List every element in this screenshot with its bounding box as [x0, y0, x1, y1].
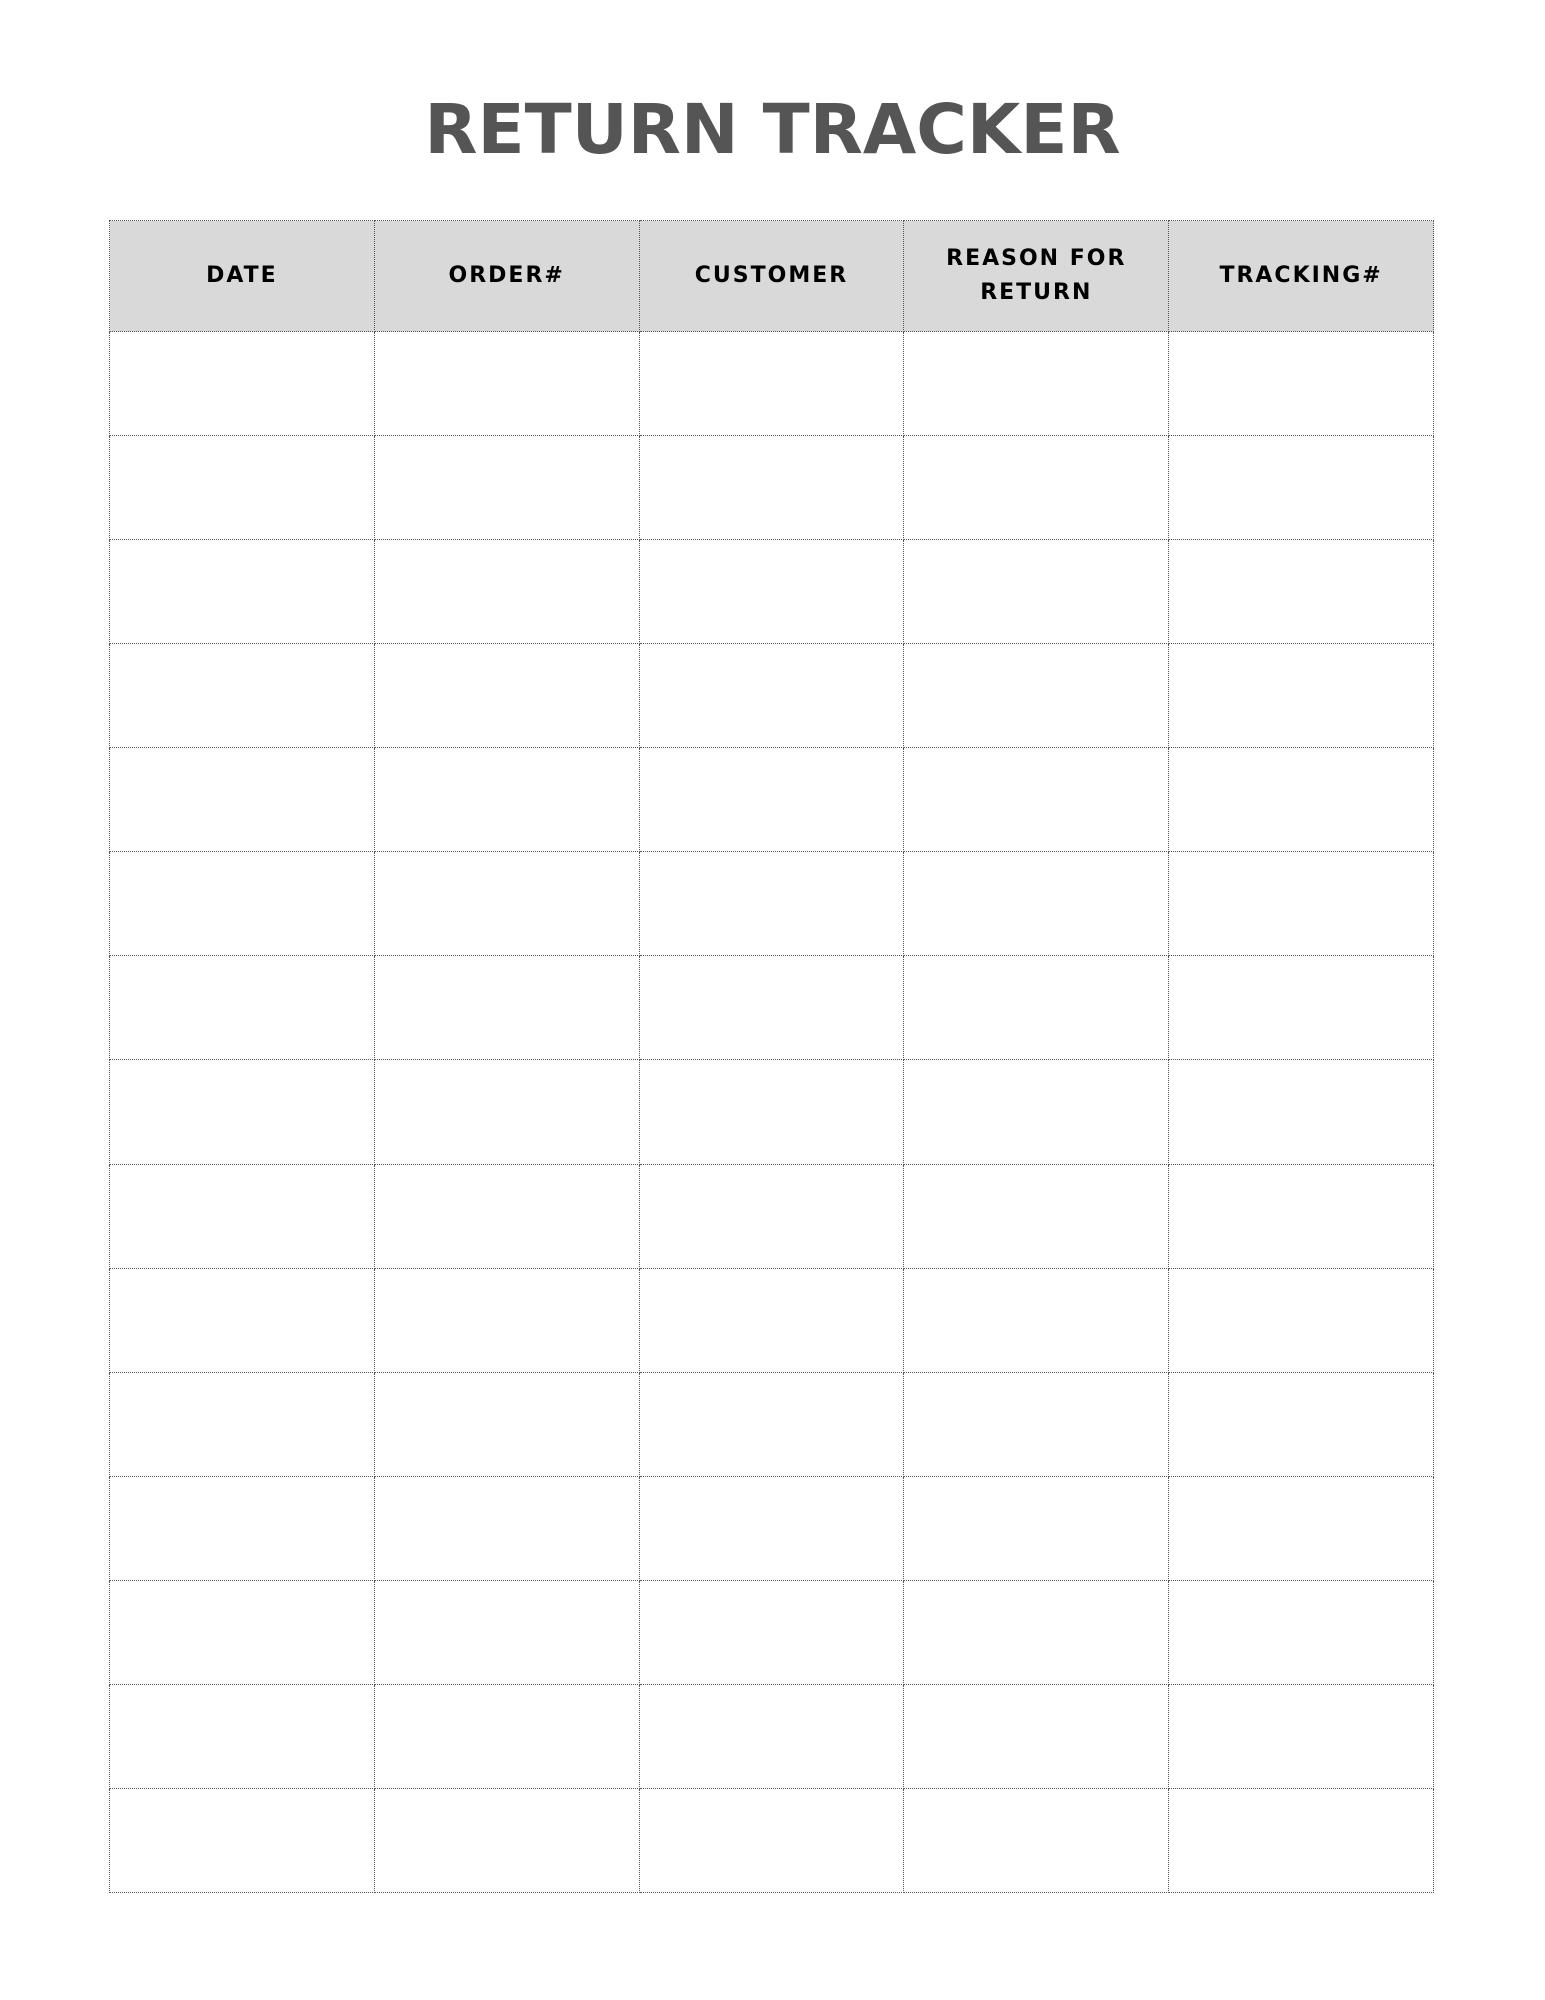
cell-order-number[interactable]	[374, 956, 639, 1060]
cell-date[interactable]	[110, 1060, 375, 1164]
cell-date[interactable]	[110, 644, 375, 748]
cell-tracking-number[interactable]	[1169, 1060, 1434, 1164]
table-row	[110, 956, 1434, 1060]
cell-customer[interactable]	[639, 540, 904, 644]
cell-customer[interactable]	[639, 852, 904, 956]
column-header-tracking-number: TRACKING#	[1169, 221, 1434, 332]
cell-order-number[interactable]	[374, 540, 639, 644]
cell-date[interactable]	[110, 956, 375, 1060]
cell-tracking-number[interactable]	[1169, 1684, 1434, 1788]
cell-reason-for-return[interactable]	[904, 540, 1169, 644]
cell-order-number[interactable]	[374, 748, 639, 852]
cell-order-number[interactable]	[374, 332, 639, 436]
cell-customer[interactable]	[639, 436, 904, 540]
cell-customer[interactable]	[639, 1372, 904, 1476]
cell-tracking-number[interactable]	[1169, 1476, 1434, 1580]
cell-reason-for-return[interactable]	[904, 748, 1169, 852]
cell-reason-for-return[interactable]	[904, 956, 1169, 1060]
table-row	[110, 332, 1434, 436]
cell-tracking-number[interactable]	[1169, 540, 1434, 644]
cell-date[interactable]	[110, 852, 375, 956]
cell-order-number[interactable]	[374, 1788, 639, 1892]
cell-tracking-number[interactable]	[1169, 644, 1434, 748]
cell-customer[interactable]	[639, 1788, 904, 1892]
cell-reason-for-return[interactable]	[904, 332, 1169, 436]
cell-date[interactable]	[110, 1476, 375, 1580]
column-header-date: DATE	[110, 221, 375, 332]
cell-customer[interactable]	[639, 1580, 904, 1684]
table-row	[110, 852, 1434, 956]
cell-customer[interactable]	[639, 1476, 904, 1580]
table-row	[110, 1580, 1434, 1684]
cell-reason-for-return[interactable]	[904, 436, 1169, 540]
table-row	[110, 436, 1434, 540]
cell-tracking-number[interactable]	[1169, 436, 1434, 540]
cell-reason-for-return[interactable]	[904, 1164, 1169, 1268]
table-row	[110, 1060, 1434, 1164]
return-tracker-table	[109, 220, 1434, 1893]
cell-customer[interactable]	[639, 956, 904, 1060]
cell-date[interactable]	[110, 332, 375, 436]
cell-reason-for-return[interactable]	[904, 644, 1169, 748]
cell-tracking-number[interactable]	[1169, 332, 1434, 436]
cell-tracking-number[interactable]	[1169, 1788, 1434, 1892]
cell-tracking-number[interactable]	[1169, 956, 1434, 1060]
cell-customer[interactable]	[639, 332, 904, 436]
cell-order-number[interactable]	[374, 1580, 639, 1684]
cell-date[interactable]	[110, 1372, 375, 1476]
cell-customer[interactable]	[639, 1060, 904, 1164]
table-row	[110, 1164, 1434, 1268]
cell-reason-for-return[interactable]	[904, 1372, 1169, 1476]
cell-tracking-number[interactable]	[1169, 748, 1434, 852]
cell-order-number[interactable]	[374, 1372, 639, 1476]
cell-customer[interactable]	[639, 1268, 904, 1372]
cell-reason-for-return[interactable]	[904, 1476, 1169, 1580]
cell-tracking-number[interactable]	[1169, 852, 1434, 956]
header-row	[110, 221, 1434, 332]
cell-date[interactable]	[110, 1580, 375, 1684]
cell-reason-for-return[interactable]	[904, 1060, 1169, 1164]
cell-tracking-number[interactable]	[1169, 1372, 1434, 1476]
cell-order-number[interactable]	[374, 1060, 639, 1164]
cell-customer[interactable]	[639, 1684, 904, 1788]
cell-reason-for-return[interactable]	[904, 1788, 1169, 1892]
cell-reason-for-return[interactable]	[904, 852, 1169, 956]
cell-tracking-number[interactable]	[1169, 1268, 1434, 1372]
table-header	[110, 221, 1434, 332]
cell-date[interactable]	[110, 1164, 375, 1268]
cell-date[interactable]	[110, 540, 375, 644]
cell-date[interactable]	[110, 1788, 375, 1892]
table-row	[110, 1788, 1434, 1892]
table-body	[110, 332, 1434, 1893]
cell-date[interactable]	[110, 1684, 375, 1788]
cell-order-number[interactable]	[374, 1476, 639, 1580]
table-row	[110, 748, 1434, 852]
cell-date[interactable]	[110, 748, 375, 852]
column-header-customer: CUSTOMER	[639, 221, 904, 332]
cell-customer[interactable]	[639, 1164, 904, 1268]
page-title: RETURN TRACKER	[424, 90, 1121, 170]
cell-order-number[interactable]	[374, 644, 639, 748]
table-row	[110, 644, 1434, 748]
cell-customer[interactable]	[639, 748, 904, 852]
cell-tracking-number[interactable]	[1169, 1164, 1434, 1268]
cell-reason-for-return[interactable]	[904, 1268, 1169, 1372]
column-header-order-number: ORDER#	[374, 221, 639, 332]
cell-reason-for-return[interactable]	[904, 1684, 1169, 1788]
cell-reason-for-return[interactable]	[904, 1580, 1169, 1684]
cell-order-number[interactable]	[374, 1268, 639, 1372]
cell-order-number[interactable]	[374, 436, 639, 540]
table-row	[110, 1372, 1434, 1476]
cell-tracking-number[interactable]	[1169, 1580, 1434, 1684]
table-row	[110, 1684, 1434, 1788]
cell-customer[interactable]	[639, 644, 904, 748]
cell-date[interactable]	[110, 1268, 375, 1372]
column-header-reason-for-return: REASON FOR RETURN	[904, 221, 1169, 332]
table-row	[110, 1476, 1434, 1580]
table-row	[110, 1268, 1434, 1372]
cell-order-number[interactable]	[374, 1164, 639, 1268]
table-row	[110, 540, 1434, 644]
cell-date[interactable]	[110, 436, 375, 540]
cell-order-number[interactable]	[374, 852, 639, 956]
cell-order-number[interactable]	[374, 1684, 639, 1788]
